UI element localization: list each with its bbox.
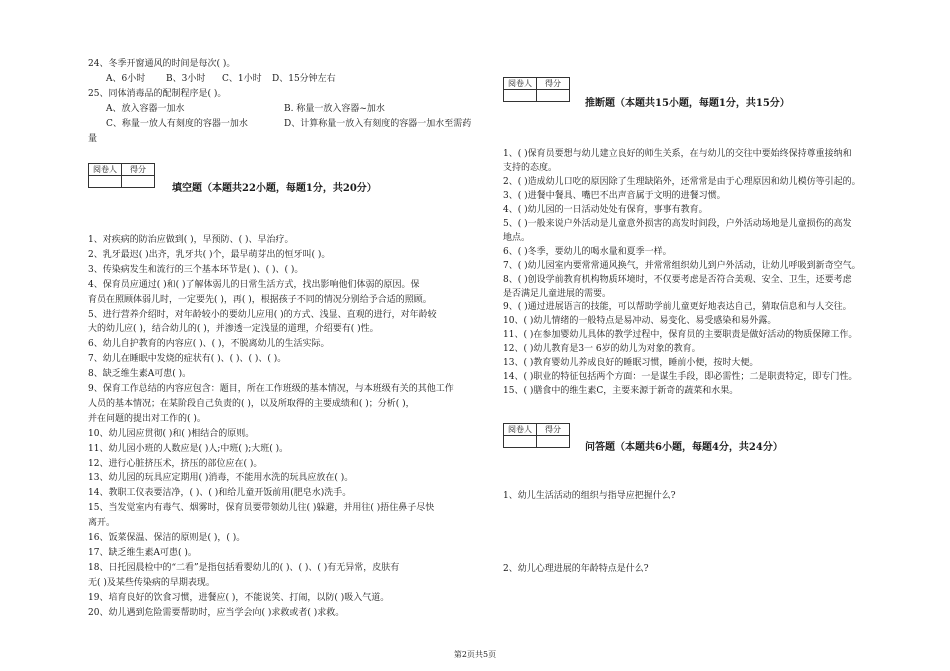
question-line: 2、乳牙最迟( )出齐，乳牙共( )个，最早萌芽出的恒牙叫( )。 xyxy=(88,249,331,260)
question-line: 14、教职工仪表要洁净，( )、( )和给儿童开饭前用(肥皂水)洗手。 xyxy=(88,488,352,499)
q24-option-a: A、6小时 xyxy=(106,74,146,84)
question-line: 1、对疾病的防治应做到( )，早预防、( )、早治疗。 xyxy=(88,235,294,245)
question-line: 10、( )幼儿情绪的一般特点是易冲动、易变化、易受感染和易外露。 xyxy=(503,316,777,327)
question-line: 大的幼儿应( )，结合幼儿的( )，并渗透一定浅显的道理，介绍要有( )性。 xyxy=(88,324,379,335)
score-box-score-cell xyxy=(537,436,570,448)
score-box-grader: 阅卷人 xyxy=(504,424,537,436)
question-line: 14、( )职业的特征包括两个方面：一是谋生手段，即必需性；二是职责特定，即专门性。 xyxy=(503,372,858,383)
q24-option-b: B、3小时 xyxy=(166,74,206,84)
q24-option-c: C、1小时 xyxy=(222,74,262,84)
score-box-grader-cell xyxy=(504,90,537,102)
question-line: 9、( )通过进展语言的技能，可以帮助学前儿童更好地表达自己，猜取信息和与人交往。 xyxy=(503,302,852,313)
question-line: 13、幼儿园的玩具应定期用( )消毒，不能用水洗的玩具应放在( )。 xyxy=(88,473,354,484)
score-box-grader-cell xyxy=(89,176,122,188)
score-box-fill xyxy=(88,163,155,188)
judge-section-title: 推断题（本题共15小题，每题1分，共15分） xyxy=(585,98,790,109)
qa-question-2: 2、幼儿心理进展的年龄特点是什么? xyxy=(503,564,649,574)
question-line: 17、缺乏维生素A可患( )。 xyxy=(88,547,197,558)
question-line: 无( )及某些传染病的早期表现。 xyxy=(88,577,215,588)
question-line: 并在问题的提出对工作的( )。 xyxy=(88,413,206,424)
question-line: 8、( )创设学前教育机构物质环境时，不仅要考虑是否符合美观、安全、卫生，还要考虑 xyxy=(503,274,852,285)
question-line: 16、饭菜保温、保洁的原则是( )，( )。 xyxy=(88,533,246,543)
q25-tail: 量 xyxy=(88,134,98,144)
question-line: 7、( )幼儿园室内要常常通风换气，并常常组织幼儿到户外活动，让幼儿呼吸到新奇空气。 xyxy=(503,260,861,271)
question-line: 2、( )造成幼儿口吃的原因除了生理缺陷外，还常常是由于心理原因和幼儿模仿等引起的。 xyxy=(503,176,861,187)
q25-option-c: C、称量一放人有刻度的容器一加水 xyxy=(106,119,248,129)
question-line: 19、培育良好的饮食习惯，进餐应( )，不能说笑、打闹，以防( )吸入气道。 xyxy=(88,592,390,603)
score-box-grader: 阅卷人 xyxy=(504,78,537,90)
score-box-qa xyxy=(503,423,570,448)
score-box-score: 得分 xyxy=(122,164,155,176)
qa-section-title: 问答题（本题共6小题，每题4分，共24分） xyxy=(585,442,783,453)
score-box-grader: 阅卷人 xyxy=(89,164,122,176)
q24-option-d: D、15分钟左右 xyxy=(272,74,336,84)
question-line: 5、进行营养介绍时，对年龄较小的要幼儿应用( )的方式、浅显、直观的进行，对年龄较 xyxy=(88,309,437,320)
question-line: 5、( )一般来说户外活动是儿童意外损害的高发时间段，户外活动场地是儿童损伤的高发 xyxy=(503,218,852,229)
score-box-score: 得分 xyxy=(537,78,570,90)
question-line: 地点。 xyxy=(503,232,531,243)
question-line: 人员的基本情况；在某阶段自己负责的( )，以及所取得的主要成绩和( )；分析( )， xyxy=(88,398,415,409)
q25-option-b: B. 称量一放入容器~加水 xyxy=(284,104,385,114)
qa-question-1: 1、幼儿生活活动的组织与指导应把握什么? xyxy=(503,491,676,501)
score-box-judge xyxy=(503,77,570,102)
question-line: 18、日托园晨检中的“二看”是指包括看婴幼儿的( )、( )、( )有无异常，皮肤有 xyxy=(88,562,400,573)
question-line: 支持的态度。 xyxy=(503,162,558,173)
score-box-score-cell xyxy=(122,176,155,188)
question-line: 13、( )教育婴幼儿养成良好的睡眠习惯，睡前小便，按时大便。 xyxy=(503,358,759,369)
q25-option-a: A、放入容器一加水 xyxy=(106,104,185,114)
question-24: 24、冬季开窗通风的时间是每次( )。 xyxy=(88,59,236,69)
question-25: 25、同体消毒品的配制程序是( )。 xyxy=(88,89,227,99)
question-line: 3、( )进餐中餐具、嘴巴不出声音属于文明的进餐习惯。 xyxy=(503,190,726,201)
question-line: 育员在照顾体弱儿时，一定要先( )，再( )，根据孩子不同的情况分别给予合适的照顾。 xyxy=(88,294,432,305)
question-line: 11、( )在参加婴幼儿具体的教学过程中，保育员的主要职责是做好活动的物质保障工作。 xyxy=(503,330,858,341)
question-line: 15、当发觉室内有毒气、烟雾时，保育员要带领幼儿往( )躲避，并用往( )捂住鼻子尽快 xyxy=(88,503,435,514)
question-line: 20、幼儿遇到危险需要帮助时，应当学会向( )求救或者( )求救。 xyxy=(88,607,345,618)
question-line: 1、( )保育员要想与幼儿建立良好的师生关系，在与幼儿的交往中要始终保持尊重接纳和 xyxy=(503,149,852,159)
question-line: 12、( )幼儿教育是3一 6岁的幼儿为对象的教育。 xyxy=(503,344,701,355)
q25-option-d: D、计算称量一放入有刻度的容器一加水至需药 xyxy=(284,119,472,129)
question-line: 4、( )幼儿园的一日活动处处有保育，事事有教育。 xyxy=(503,204,708,215)
question-line: 4、保育员应通过( )和( )了解体弱儿的日常生活方式，找出影响他们体弱的原因。保 xyxy=(88,279,420,290)
question-line: 离开。 xyxy=(88,518,116,529)
question-line: 11、幼儿园小班的人数应是( )人;中班( );大班( )。 xyxy=(88,443,289,454)
fill-section-title: 填空题（本题共22小题，每题1分，共20分） xyxy=(172,183,377,194)
question-line: 12、进行心脏挤压术，挤压的部位应在( )。 xyxy=(88,458,263,469)
question-line: 6、( )冬季，要幼儿的喝水量和夏季一样。 xyxy=(503,246,672,257)
score-box-score-cell xyxy=(537,90,570,102)
question-line: 10、幼儿园应贯彻( )和( )相结合的原则。 xyxy=(88,428,255,439)
question-line: 是否满足儿童进展的需要。 xyxy=(503,288,612,299)
score-box-grader-cell xyxy=(504,436,537,448)
question-line: 9、保育工作总结的内容应包含：题目，所在工作班级的基本情况，与本班级有关的其他工作 xyxy=(88,384,454,394)
question-line: 7、幼儿在睡眠中发烧的症状有( )、( )、( )、( )。 xyxy=(88,354,287,365)
question-line: 6、幼儿自护教育的内容应( )、( )，不脱离幼儿的生活实际。 xyxy=(88,339,330,350)
question-line: 3、传染病发生和流行的三个基本环节是( )、( )、( )。 xyxy=(88,264,304,275)
score-box-score: 得分 xyxy=(537,424,570,436)
question-line: 8、缺乏维生素A可患( )。 xyxy=(88,369,192,380)
page-footer: 第2页共5页 xyxy=(453,650,497,659)
question-line: 15、( )膳食中的维生素C，主要来源于新奇的蔬菜和水果。 xyxy=(503,386,739,397)
